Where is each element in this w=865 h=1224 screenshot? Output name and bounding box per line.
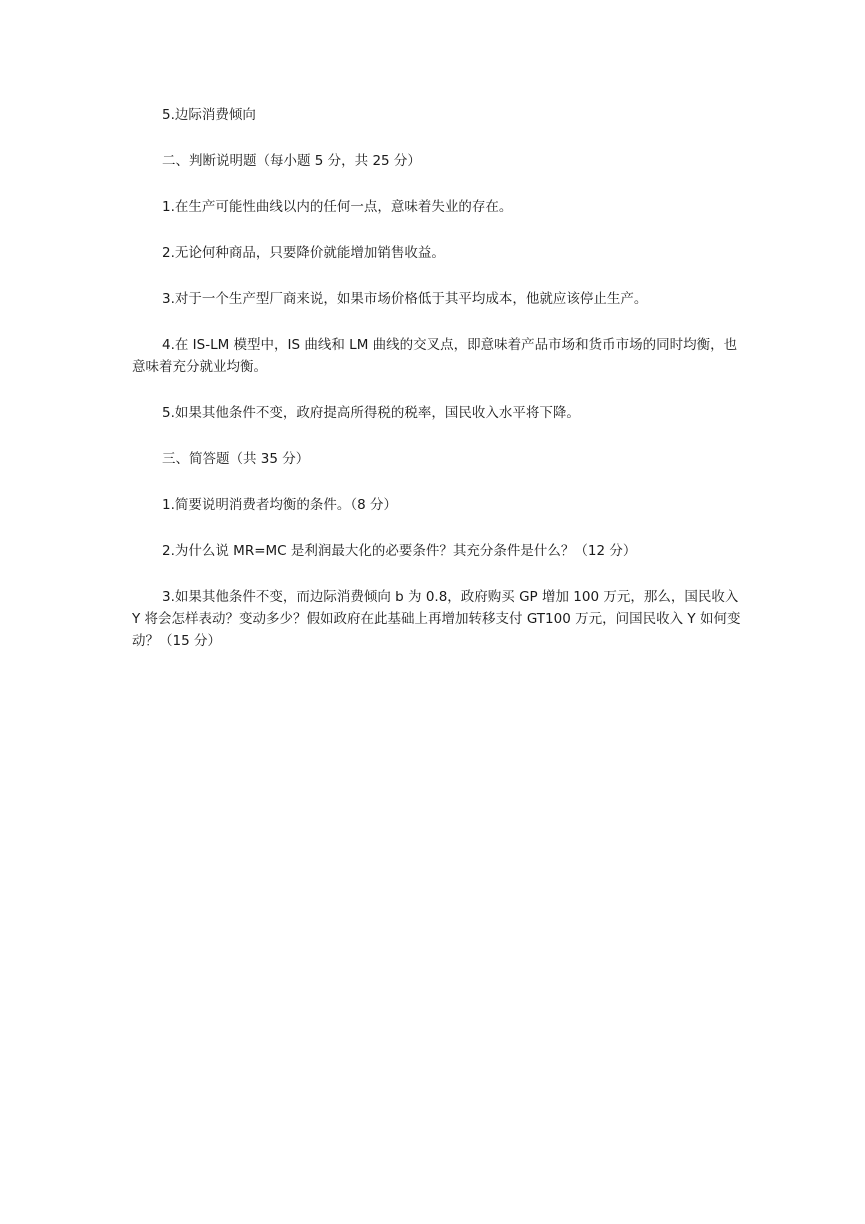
question-sa-3: 3.如果其他条件不变，而边际消费倾向 b 为 0.8，政府购买 GP 增加 100 万元，那么，国民收入 Y 将会怎样表动？变动多少？假如政府在此基础上再增加转移支付 GT100 万元，问国民收入 Y 如何变动？（15 分） xyxy=(132,589,741,649)
question-tf-5: 5.如果其他条件不变，政府提高所得税的税率，国民收入水平将下降。 xyxy=(162,405,580,421)
question-tf-3: 3.对于一个生产型厂商来说，如果市场价格低于其平均成本，他就应该停止生产。 xyxy=(162,291,648,307)
item-marginal-propensity: 5.边际消费倾向 xyxy=(162,107,256,123)
section-heading-short-answer: 三、简答题（共 35 分） xyxy=(162,451,310,467)
section-heading-true-false: 二、判断说明题（每小题 5 分，共 25 分） xyxy=(162,153,421,169)
question-tf-1: 1.在生产可能性曲线以内的任何一点，意味着失业的存在。 xyxy=(162,199,513,215)
question-tf-2: 2.无论何种商品，只要降价就能增加销售收益。 xyxy=(162,245,445,261)
question-sa-2: 2.为什么说 MR=MC 是利润最大化的必要条件？其充分条件是什么？（12 分） xyxy=(162,543,637,559)
document-page xyxy=(132,104,742,676)
question-tf-4: 4.在 IS-LM 模型中，IS 曲线和 LM 曲线的交叉点，即意味着产品市场和货币市场的同时均衡，也意味着充分就业均衡。 xyxy=(132,337,738,375)
question-sa-1: 1.简要说明消费者均衡的条件。（8 分） xyxy=(162,497,398,513)
